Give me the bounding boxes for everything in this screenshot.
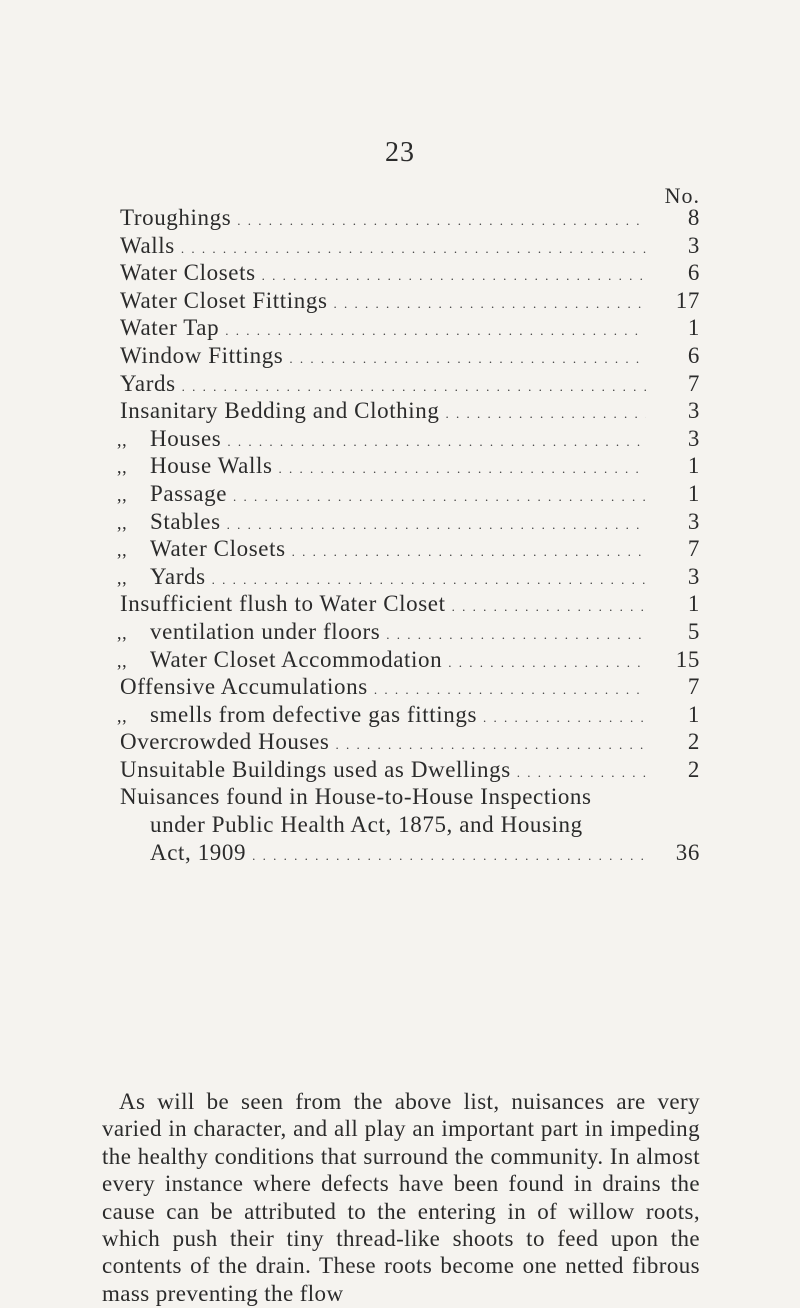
item-label: Unsuitable Buildings used as Dwellings xyxy=(120,756,511,782)
item-count: 1 xyxy=(687,480,700,506)
leader-dots xyxy=(227,434,646,450)
item-label: Water Tap xyxy=(120,315,220,341)
list-item xyxy=(117,453,700,481)
item-count: 6 xyxy=(687,342,700,368)
item-label xyxy=(117,536,286,562)
item-label-text: Water Closets xyxy=(150,536,286,562)
ditto-mark: ,, xyxy=(117,540,128,561)
item-label-text: Water Closet Accommodation xyxy=(150,646,443,672)
item-label: Yards xyxy=(120,370,176,396)
item-count: 1 xyxy=(687,701,700,727)
leader-dots xyxy=(452,599,646,615)
list-item xyxy=(120,233,700,261)
item-label-text: House Walls xyxy=(150,453,273,479)
list-item xyxy=(120,371,700,399)
leader-dots xyxy=(374,682,646,698)
leader-dots xyxy=(483,710,646,726)
item-count: 1 xyxy=(687,453,700,479)
item-count: 3 xyxy=(687,425,700,451)
list-item xyxy=(120,674,700,702)
list-item xyxy=(120,315,700,343)
item-count: 3 xyxy=(687,563,700,589)
item-label: Insufficient flush to Water Closet xyxy=(120,591,446,617)
ditto-mark: ,, xyxy=(117,650,128,671)
list-item xyxy=(120,260,700,288)
leader-dots xyxy=(182,379,646,395)
item-label xyxy=(117,618,381,645)
ditto-mark: ,, xyxy=(117,705,128,726)
item-label: Overcrowded Houses xyxy=(120,729,330,755)
leader-dots xyxy=(227,517,646,533)
list-item xyxy=(120,591,700,619)
list-item-house-to-house xyxy=(120,784,700,867)
ditto-mark: ,, xyxy=(117,567,128,588)
item-label: Water Closets xyxy=(120,260,256,286)
leader-dots xyxy=(335,737,646,753)
list-item xyxy=(117,563,700,592)
leader-dots xyxy=(212,572,646,588)
item-count: 1 xyxy=(687,315,700,341)
item-label-text: smells from defective gas fittings xyxy=(150,701,477,727)
item-count: 8 xyxy=(687,205,700,230)
item-count: 2 xyxy=(687,756,700,782)
item-label xyxy=(117,480,228,507)
list-item xyxy=(120,205,700,233)
item-label: Water Closet Fittings xyxy=(120,287,328,313)
item-label: Insanitary Bedding and Clothing xyxy=(120,398,440,424)
leader-dots xyxy=(225,323,646,339)
item-label xyxy=(117,453,273,479)
list-item xyxy=(120,343,700,371)
item-label-text: Houses xyxy=(150,425,222,451)
leader-dots xyxy=(292,544,646,560)
item-label: Act, 1909 xyxy=(150,839,247,865)
final-item-line-3 xyxy=(120,840,700,868)
leader-dots xyxy=(237,213,646,229)
item-label xyxy=(117,425,222,452)
ditto-mark: ,, xyxy=(117,512,128,533)
leader-dots xyxy=(448,655,646,671)
item-count: 6 xyxy=(687,260,700,286)
item-label: Troughings xyxy=(120,205,232,230)
item-label-text: Passage xyxy=(150,480,228,506)
item-label-text: ventilation under floors xyxy=(150,618,381,644)
item-count: 36 xyxy=(675,839,700,865)
list-item xyxy=(117,701,700,730)
list-item xyxy=(120,288,700,316)
leader-dots xyxy=(262,268,646,284)
ditto-mark: ,, xyxy=(117,429,128,450)
leader-dots xyxy=(289,351,646,367)
list-item xyxy=(120,398,700,426)
item-label-text: Stables xyxy=(150,508,221,534)
item-count: 7 xyxy=(687,536,700,562)
leader-dots xyxy=(279,461,646,477)
item-label: Offensive Accumulations xyxy=(120,674,368,700)
item-count: 3 xyxy=(687,508,700,534)
leader-dots xyxy=(445,406,646,422)
list-item xyxy=(117,536,700,564)
final-item-line-1 xyxy=(120,784,700,812)
list-item xyxy=(120,729,700,757)
ditto-mark: ,, xyxy=(117,457,128,478)
leader-dots xyxy=(517,765,646,781)
item-label-text: Yards xyxy=(150,563,206,589)
list-item xyxy=(117,425,700,454)
item-label: Walls xyxy=(120,232,175,258)
item-count: 7 xyxy=(687,370,700,396)
leader-dots xyxy=(181,241,646,257)
list-item xyxy=(117,618,700,647)
ditto-mark: ,, xyxy=(117,622,128,643)
leader-dots xyxy=(252,848,646,864)
nuisance-list xyxy=(117,205,700,867)
item-label xyxy=(117,701,477,728)
list-item xyxy=(117,508,700,537)
item-count: 17 xyxy=(675,287,700,313)
item-count: 5 xyxy=(687,618,700,644)
leader-dots xyxy=(386,627,646,643)
list-item xyxy=(120,757,700,785)
column-header-no: No. xyxy=(664,183,700,208)
item-label: under Public Health Act, 1875, and Housing xyxy=(150,812,583,838)
item-count: 2 xyxy=(687,729,700,755)
item-count: 15 xyxy=(675,646,700,672)
item-label xyxy=(117,646,443,673)
item-label: Window Fittings xyxy=(120,342,284,368)
list-item xyxy=(117,646,700,675)
leader-dots xyxy=(334,296,646,312)
ditto-mark: ,, xyxy=(117,484,128,505)
page-number: 23 xyxy=(385,137,415,168)
list-item xyxy=(117,480,700,509)
item-count: 7 xyxy=(687,674,700,700)
item-count: 3 xyxy=(687,398,700,424)
item-label: Nuisances found in House-to-House Inspections xyxy=(120,784,592,810)
final-item-line-2 xyxy=(120,812,700,840)
leader-dots xyxy=(233,489,646,505)
item-count: 3 xyxy=(687,232,700,258)
item-count: 1 xyxy=(687,591,700,617)
body-paragraph: As will be seen from the above list, nuisances are very varied in character, and all play an important part in impeding the healthy conditions that surround the community. In almost every instance where defects have been found in drains the cause can be attributed to the entering in of willow roots, which push their tiny thread-like shoots to feed upon the contents of the drain. These roots become one netted fibrous mass preventing the flow xyxy=(102,1089,700,1306)
item-label xyxy=(117,563,206,590)
item-label xyxy=(117,508,221,535)
